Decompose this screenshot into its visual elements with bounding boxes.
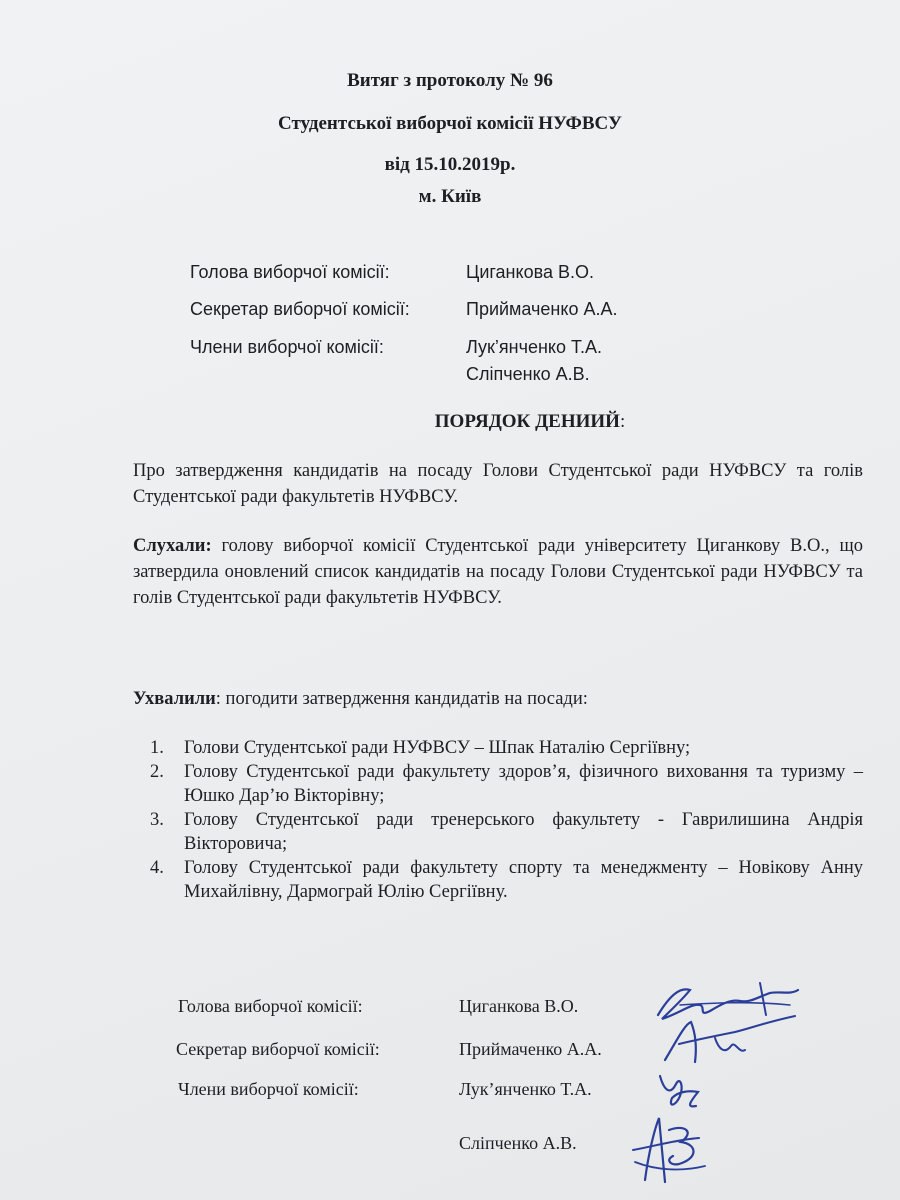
handwritten-signature-secretary (655, 1010, 805, 1070)
signature-name: Циганкова В.О. (459, 996, 579, 1016)
resolutions-list (150, 736, 863, 904)
list-item-number: 1. (150, 738, 164, 758)
heard-paragraph (133, 533, 863, 611)
list-item (150, 736, 863, 760)
decided-text: : погодити затвердження кандидатів на посади: (215, 689, 588, 709)
member-role: Голова виборчої комісії: (190, 262, 390, 282)
member-name: Лук’янченко Т.А. (466, 337, 603, 357)
member-role: Секретар виборчої комісії: (190, 299, 410, 319)
member-name: Приймаченко А.А. (466, 299, 618, 319)
member-name: Сліпченко А.В. (466, 364, 590, 384)
agenda-heading (0, 411, 900, 433)
list-item-text: Голову Студентської ради факультету спорту та менеджменту – Новікову Анну Михайлівну, Дармограй Юлію Сергіївну. (184, 858, 863, 902)
signature-role: Секретар виборчої комісії: (176, 1039, 380, 1059)
signature-name: Приймаченко А.А. (459, 1039, 602, 1059)
list-item-text: Голову Студентської ради факультету здоров’я, фізичного виховання та туризму – Юшко Дар’ю Вікторівну; (184, 762, 863, 806)
signature-role: Голова виборчої комісії: (178, 996, 363, 1016)
list-item (150, 856, 863, 904)
member-name: Циганкова В.О. (466, 262, 594, 282)
agenda-title: ПОРЯДОК ДЕНИИЙ (434, 411, 620, 432)
signature-role: Члени виборчої комісії: (178, 1079, 359, 1099)
protocol-date: від 15.10.2019р. (384, 154, 516, 175)
handwritten-signature-member-2 (625, 1110, 715, 1190)
decided-label: Ухвалили (133, 689, 216, 709)
agenda-text: Про затвердження кандидатів на посаду Голови Студентської ради НУФВСУ та голів Студентської ради факультетів НУФВСУ. (133, 461, 863, 507)
signature-name: Сліпченко А.В. (459, 1133, 577, 1153)
commission-name: Студентської виборчої комісії НУФВСУ (278, 113, 622, 134)
list-item (150, 808, 863, 856)
list-item-number: 2. (150, 762, 164, 782)
protocol-city: м. Київ (418, 186, 482, 207)
list-item (150, 760, 863, 808)
agenda-colon: : (619, 411, 626, 432)
list-item-number: 4. (150, 858, 164, 878)
protocol-title: Витяг з протоколу № 96 (347, 70, 553, 91)
list-item-number: 3. (150, 810, 164, 830)
member-role: Члени виборчої комісії: (190, 337, 384, 357)
heard-text: голову виборчої комісії Студентської ради університету Циганкову В.О., що затвердила оновлений список кандидатів на посаду Голови Студентської ради НУФВСУ та голів Студентської ради факультетів НУФВСУ. (133, 536, 863, 608)
handwritten-signature-member-1 (650, 1062, 710, 1117)
list-item-text: Голову Студентської ради тренерського факультету - Гаврилишина Андрія Вікторовича; (184, 810, 863, 854)
list-item-text: Голови Студентської ради НУФВСУ – Шпак Наталію Сергіївну; (184, 738, 691, 758)
decided-paragraph (133, 686, 863, 712)
heard-label: Слухали: (133, 536, 212, 556)
signature-name: Лук’янченко Т.А. (459, 1079, 592, 1099)
